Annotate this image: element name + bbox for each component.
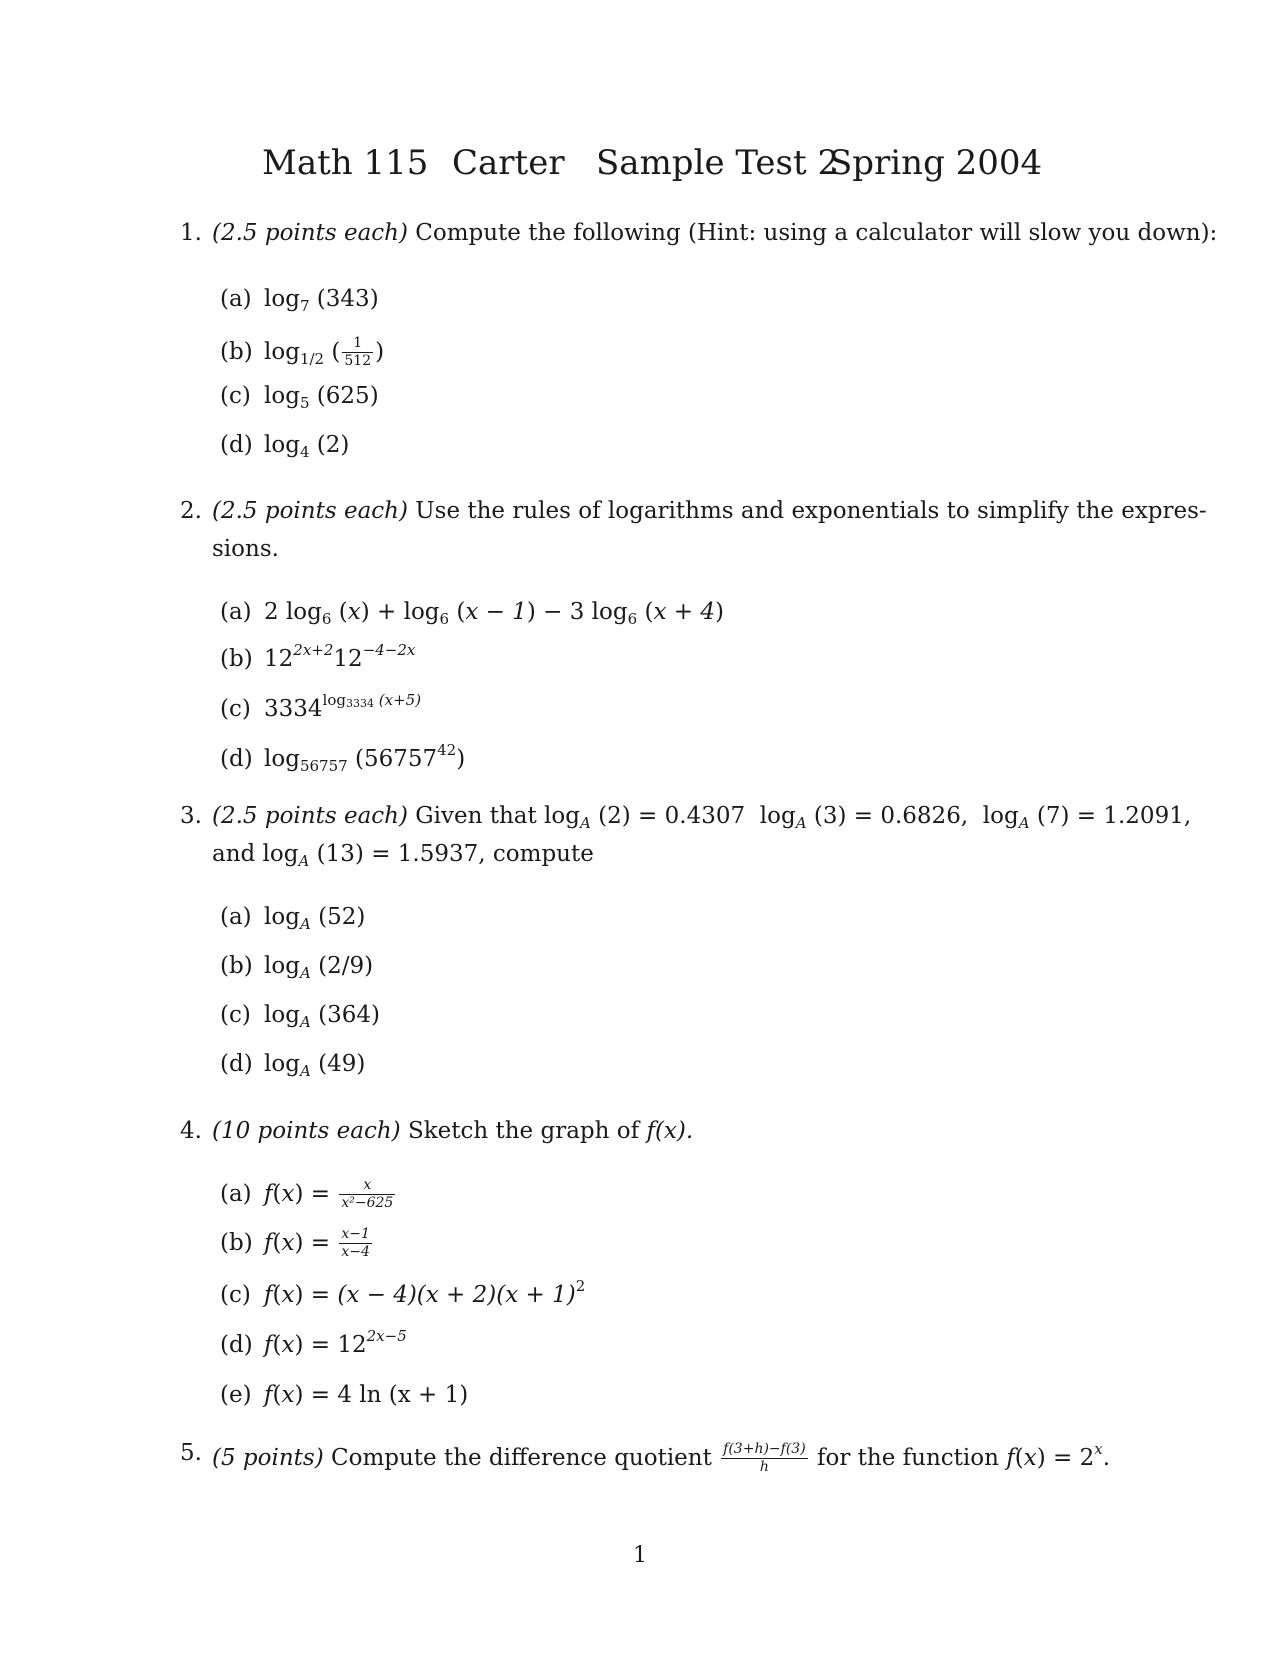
q2-prompt [212,500,1207,523]
q2-text-line2: sions. [212,536,279,562]
q4-points: (10 points each) [212,1118,401,1144]
q5-points: (5 points) [212,1444,324,1471]
q4-item-c: (c) $f(x) = (x - 4)(x + 2)(x + 1)^2$ [220,1277,586,1308]
q5-prompt: (5 points) Compute the difference quotient $\frac{f(3+h)-f(3)}{h}$ for the function $f(x) = 2^x$. [212,1439,1111,1476]
q2-points: (2.5 points each) [212,498,408,524]
q1-item-c: (c) $\log_5 (625)$ [220,383,379,412]
q4-item-d: (d) $f(x) = 12^{2x-5}$ [220,1327,407,1358]
q4-a-fraction: $\frac{x}{\text{x²−625}}$ [341,1177,394,1212]
q3-item-b: (b) $\log_A (2/9)$ [220,953,374,982]
q3-prompt-line2: and $\log_A (13) = 1.5937$, compute [212,841,594,870]
q1-item-a: (a) $\log_7 (343)$ [220,286,379,315]
q3-item-c: (c) $\log_A (364)$ [220,1002,380,1031]
q1-item-d: (d) $\log_4 (2)$ [220,432,350,461]
q1-prompt [212,222,1217,245]
header-test: Sample Test 2 [596,143,840,183]
q4-item-e: (e) f(x) = 4 ln (x + 1) [220,1382,469,1408]
q5-number: 5. [180,1440,202,1466]
q4-item-a: (a) f(x) = $\frac{x}{\text{x²−625}}$ [220,1177,394,1212]
q2-item-d: (d) $\log_{56757} (56757^{42})$ [220,741,466,775]
q3-item-d: (d) $\log_A (49)$ [220,1051,366,1080]
q3-points: (2.5 points each) [212,803,408,829]
q2-text-line1: Use the rules of logarithms and exponentials to simplify the expres- [415,498,1207,524]
q5-difference-quotient: $\frac{f(3+h)-f(3)}{h}$ [723,1441,806,1476]
q2-item-c: (c) $3334^{log3334 (x+5)}$ [220,691,422,722]
q1-item-b: (b) $\log_{1/2}$ ( $\frac{1}{512}$ ) [220,335,385,370]
header-instructor: Carter [452,143,565,183]
q4-prompt: (10 points each) Sketch the graph of f(x). [212,1118,694,1144]
q3-prompt: (2.5 points each) Given that $\log_A (2) = 0.4307$ $\log_A (3) = 0.6826$, $\log_A (7) = 1.2091$, [212,803,1192,832]
q4-number: 4. [180,1118,202,1144]
q2-number: 2. [180,498,202,524]
q3-number: 3. [180,803,202,829]
q3-item-a: (a) $\log_A (52)$ [220,904,366,933]
header-course: Math 115 [262,143,429,183]
q4-b-fraction: $\frac{x-1}{x-4}$ [341,1226,370,1261]
q1-b-fraction: $\frac{1}{512}$ [344,335,372,370]
q2-item-a: (a) 2 $\log_6 (x) + \log_6 (x - 1) - 3$ $\log_6 (x + 4)$ [220,599,724,628]
q2-item-b: (b) $12^{2x+2}12^{-4-2x}$ [220,641,416,672]
q4-item-b: (b) f(x) = $\frac{x-1}{x-4}$ [220,1226,370,1261]
header-term: Spring 2004 [829,143,1043,183]
q1-text: Compute the following (Hint: using a calculator will slow you down): [415,220,1218,246]
q1-number: 1. [180,220,202,246]
q1-points: (2.5 points each) [212,220,408,246]
page-number: 1 [633,1543,647,1568]
